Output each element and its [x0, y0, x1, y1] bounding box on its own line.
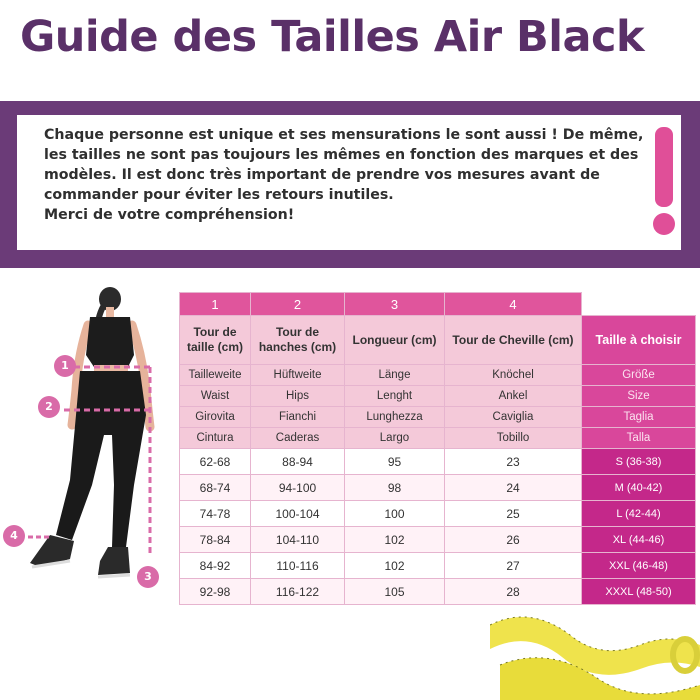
length-cell: 100: [345, 501, 445, 527]
header-length: Longueur (cm): [345, 316, 445, 365]
translation-cell: Knöchel: [445, 365, 582, 386]
translation-cell: Hüftweite: [251, 365, 345, 386]
waist-cell: 84-92: [180, 553, 251, 579]
hips-cell: 88-94: [251, 449, 345, 475]
waist-cell: 62-68: [180, 449, 251, 475]
notice-box: [17, 115, 681, 250]
size-table: [179, 292, 696, 605]
ankle-cell: 27: [445, 553, 582, 579]
translation-cell: Lunghezza: [345, 407, 445, 428]
size-cell: S (36-38): [582, 449, 696, 475]
length-cell: 102: [345, 553, 445, 579]
waist-cell: 78-84: [180, 527, 251, 553]
translation-row: [180, 428, 696, 449]
translation-row: [180, 407, 696, 428]
hips-cell: 94-100: [251, 475, 345, 501]
marker-waist: 1: [54, 355, 76, 377]
notice-text: [44, 125, 644, 225]
measuring-tape-icon: [490, 605, 700, 700]
waist-cell: 68-74: [180, 475, 251, 501]
size-cell: XL (44-46): [582, 527, 696, 553]
hips-cell: 116-122: [251, 579, 345, 605]
translation-cell: Länge: [345, 365, 445, 386]
notice-line: Chaque personne est unique et ses mensurations le sont aussi ! De même,: [44, 127, 644, 143]
header-size: Taille à choisir: [582, 316, 696, 365]
translation-cell: Cintura: [180, 428, 251, 449]
length-cell: 95: [345, 449, 445, 475]
table-row: [180, 553, 696, 579]
column-number: 1: [180, 293, 251, 316]
translation-cell: Waist: [180, 386, 251, 407]
translation-cell: Fianchi: [251, 407, 345, 428]
hips-cell: 110-116: [251, 553, 345, 579]
table-row: [180, 527, 696, 553]
header-waist: Tour de taille (cm): [180, 316, 251, 365]
translation-row: [180, 365, 696, 386]
column-number: 2: [251, 293, 345, 316]
size-cell: XXXL (48-50): [582, 579, 696, 605]
ankle-cell: 28: [445, 579, 582, 605]
translation-cell: Lenght: [345, 386, 445, 407]
size-cell: M (40-42): [582, 475, 696, 501]
translation-cell: Größe: [582, 365, 696, 386]
marker-hips: 2: [38, 396, 60, 418]
length-cell: 105: [345, 579, 445, 605]
table-row: [180, 475, 696, 501]
ankle-cell: 26: [445, 527, 582, 553]
length-cell: 102: [345, 527, 445, 553]
column-number-row: [180, 293, 696, 316]
waist-cell: 74-78: [180, 501, 251, 527]
translation-cell: Caviglia: [445, 407, 582, 428]
hips-cell: 100-104: [251, 501, 345, 527]
translation-cell: Tobillo: [445, 428, 582, 449]
header-hips: Tour de hanches (cm): [251, 316, 345, 365]
column-number: 3: [345, 293, 445, 316]
translation-cell: Hips: [251, 386, 345, 407]
table-row: [180, 579, 696, 605]
marker-length: 3: [137, 566, 159, 588]
notice-line: Merci de votre compréhension!: [44, 207, 295, 223]
notice-line: les tailles ne sont pas toujours les mêmes en fonction des marques et des: [44, 147, 639, 163]
model-illustration: [0, 285, 170, 600]
translation-cell: Caderas: [251, 428, 345, 449]
translation-cell: Ankel: [445, 386, 582, 407]
translation-row: [180, 386, 696, 407]
marker-ankle: 4: [3, 525, 25, 547]
size-cell: XXL (46-48): [582, 553, 696, 579]
ankle-cell: 23: [445, 449, 582, 475]
translation-cell: Girovita: [180, 407, 251, 428]
hips-cell: 104-110: [251, 527, 345, 553]
translation-cell: Largo: [345, 428, 445, 449]
notice-line: commander pour éviter les retours inutiles.: [44, 187, 394, 203]
translation-cell: Tailleweite: [180, 365, 251, 386]
translation-cell: Size: [582, 386, 696, 407]
exclamation-icon: [655, 127, 673, 207]
header-row: [180, 316, 696, 365]
translation-cell: Talla: [582, 428, 696, 449]
table-row: [180, 449, 696, 475]
model-figure: [0, 285, 170, 600]
column-number: 4: [445, 293, 582, 316]
table-row: [180, 501, 696, 527]
ankle-cell: 25: [445, 501, 582, 527]
translation-cell: Taglia: [582, 407, 696, 428]
page-title: Guide des Tailles Air Black: [20, 12, 645, 62]
waist-cell: 92-98: [180, 579, 251, 605]
notice-line: modèles. Il est donc très important de prendre vos mesures avant de: [44, 167, 600, 183]
ankle-cell: 24: [445, 475, 582, 501]
exclamation-dot-icon: [653, 213, 675, 235]
length-cell: 98: [345, 475, 445, 501]
header-ankle: Tour de Cheville (cm): [445, 316, 582, 365]
size-cell: L (42-44): [582, 501, 696, 527]
